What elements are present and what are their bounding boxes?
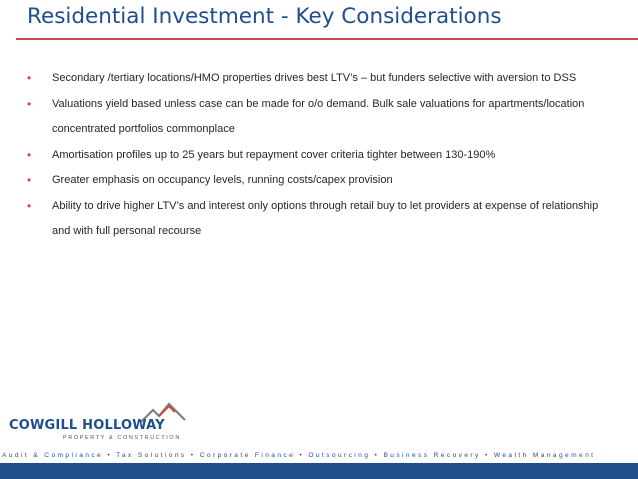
bullet-text: Secondary /tertiary locations/HMO properties drives best LTV’s – but funders selective with aversion to DSS bbox=[52, 72, 577, 84]
bullet-item bbox=[24, 194, 604, 245]
title-divider bbox=[16, 38, 638, 40]
bullet-icon: • bbox=[27, 147, 32, 162]
bullet-text: Valuations yield based unless case can be made for o/o demand. Bulk sale valuations for apartments/location concentrated portfolios commonplace bbox=[52, 97, 585, 135]
company-logo bbox=[9, 400, 189, 440]
bullet-list bbox=[24, 66, 604, 245]
bullet-item bbox=[24, 143, 604, 169]
bullet-item bbox=[24, 168, 604, 194]
slide-title: Residential Investment - Key Considerations bbox=[27, 4, 502, 29]
bullet-item bbox=[24, 92, 604, 143]
footer-bar bbox=[0, 463, 638, 479]
bullet-text: Ability to drive higher LTV’s and interest only options through retail buy to let providers at expense of relationship and with full personal recourse bbox=[52, 199, 599, 237]
bullet-icon: • bbox=[27, 96, 32, 111]
bullet-item bbox=[24, 66, 604, 92]
logo-name: COWGILL HOLLOWAY bbox=[9, 418, 165, 433]
bullet-icon: • bbox=[27, 198, 32, 213]
footer-services: Audit & Compliance • Tax Solutions • Corporate Finance • Outsourcing • Business Recovery • Wealth Management bbox=[2, 452, 596, 459]
logo-subtitle: PROPERTY & CONSTRUCTION bbox=[63, 435, 181, 441]
bullet-text: Greater emphasis on occupancy levels, running costs/capex provision bbox=[52, 174, 393, 186]
bullet-icon: • bbox=[27, 173, 32, 187]
bullet-icon: • bbox=[27, 71, 32, 85]
bullet-text: Amortisation profiles up to 25 years but repayment cover criteria tighter between 130-190% bbox=[52, 148, 496, 161]
